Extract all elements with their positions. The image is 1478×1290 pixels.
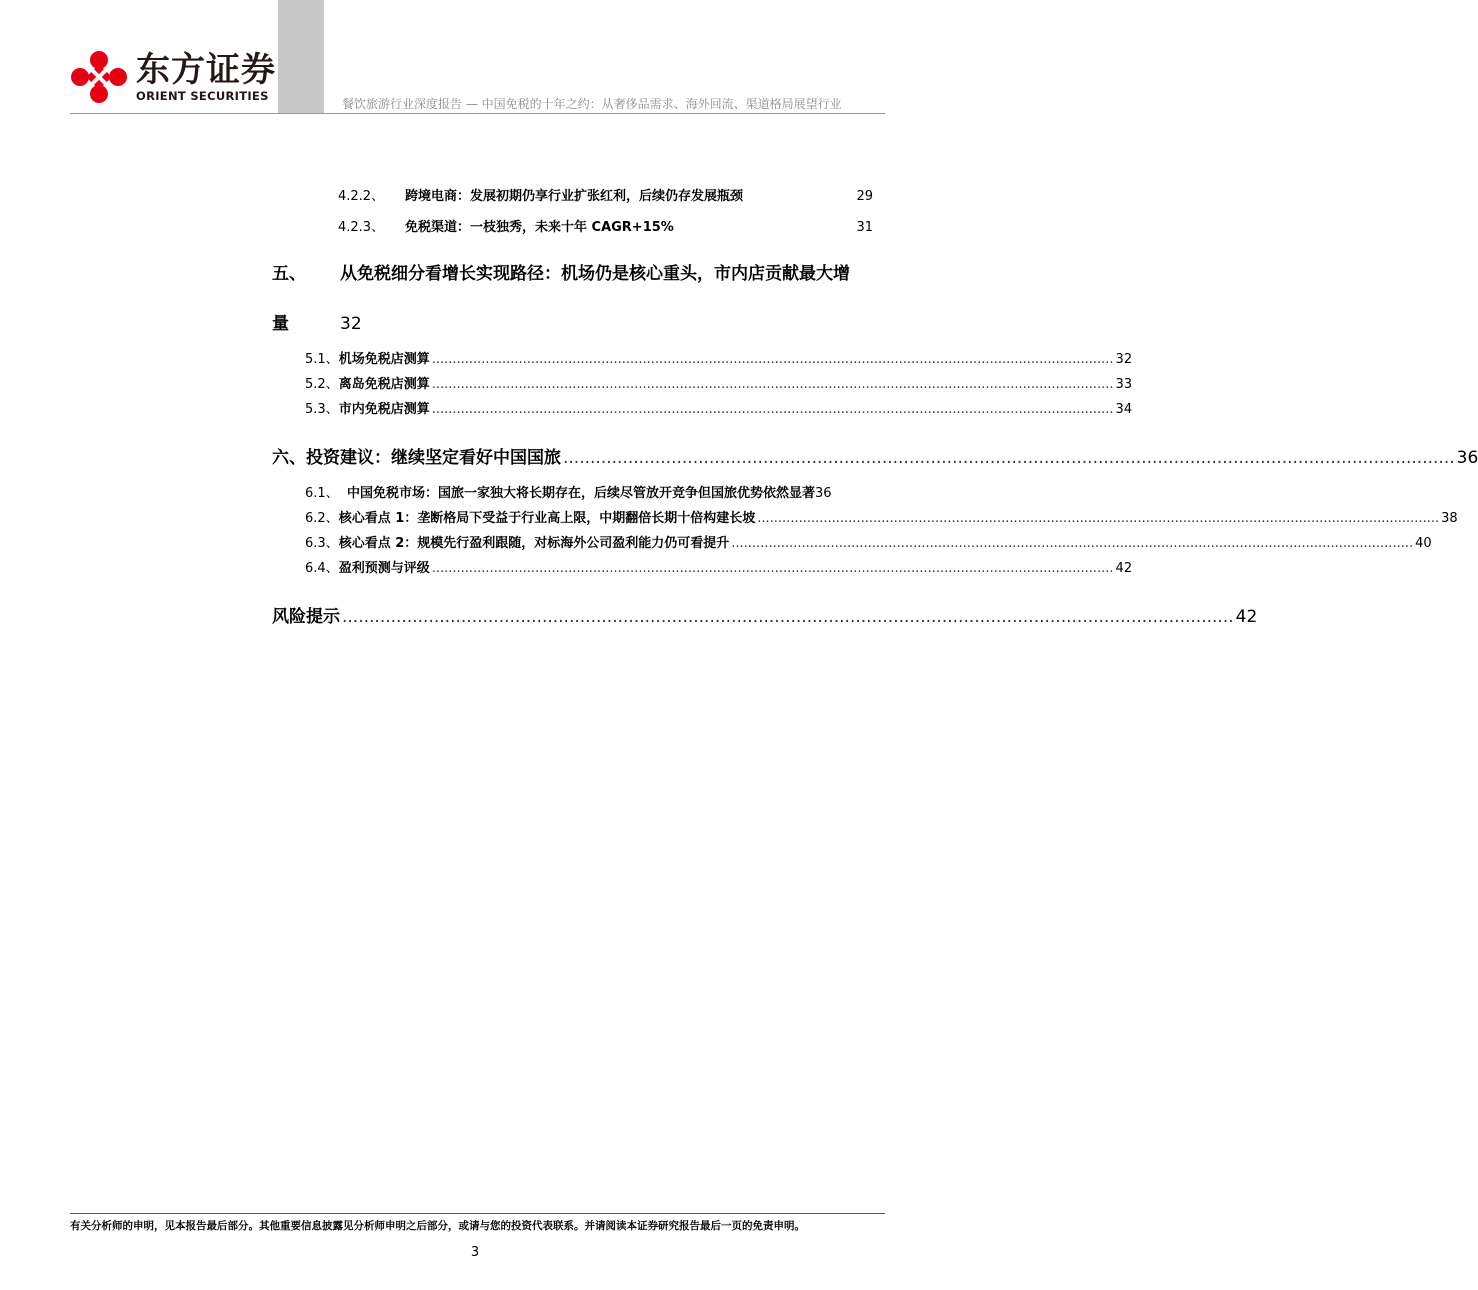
toc-item-page: 40 [1415, 536, 1432, 551]
toc-item-title: 市内免税店测算 [338, 402, 430, 417]
toc-item-number: 5.2、 [305, 377, 339, 392]
toc-leader: ..................................................................................................................................................................... [731, 536, 1414, 551]
toc-item-page: 38 [1441, 511, 1458, 526]
toc-item-6-1[interactable] [305, 482, 883, 501]
toc-item-title: 核心看点 2：规模先行盈利跟随，对标海外公司盈利能力仍可看提升 [338, 536, 730, 551]
toc-item-number: 4.2.2、 [338, 189, 385, 204]
toc-item-6-2[interactable] [305, 507, 1458, 526]
header-accent-bar [278, 0, 324, 113]
toc-item-5-2[interactable] [305, 373, 1133, 392]
header-divider [70, 113, 885, 114]
toc-item-title: 离岛免税店测算 [338, 377, 430, 392]
toc-item-number: 4.2.3、 [338, 220, 385, 235]
toc-item-title-continued: 量 [272, 314, 289, 334]
footer-divider [70, 1213, 885, 1214]
toc-item-number: 5.1、 [305, 352, 339, 367]
toc-item-4-2-2[interactable] [338, 185, 873, 204]
toc-item-line [272, 259, 873, 284]
toc-item-page: 33 [1115, 377, 1133, 392]
toc-item-title: 盈利预测与评级 [338, 561, 430, 576]
toc-item-risk[interactable] [272, 602, 1258, 627]
logo-english-name: ORIENT SECURITIES [136, 89, 269, 103]
toc-item-6-4[interactable] [305, 557, 1133, 576]
toc-item-number: 6.4、 [305, 561, 339, 576]
toc-item-title: 免税渠道：一枝独秀，未来十年 CAGR+15% [405, 220, 674, 235]
toc-item-number: 6.3、 [305, 536, 339, 551]
toc-leader: ..................................................................................................................................................................... [431, 402, 1114, 417]
toc-item-number: 6.1、 [305, 486, 339, 501]
toc-leader: ..................................................................................................................................................................... [431, 377, 1114, 392]
toc-item-page: 31 [856, 220, 873, 235]
toc-leader: ..................................................................................................................................................................... [431, 352, 1114, 367]
toc-item-title: 跨境电商：发展初期仍享行业扩张红利，后续仍存发展瓶颈 [405, 189, 744, 204]
toc-leader: ..................................................................................................................................................................... [342, 607, 1234, 627]
toc-item-page: 32 [340, 314, 362, 334]
toc-leader: ..................................................................................................................................................................... [431, 561, 1114, 576]
toc-leader: ..................................................................................................................................................................... [563, 448, 1455, 468]
toc-item-line [272, 309, 873, 334]
toc-item-number: 五、 [272, 264, 306, 284]
logo-mark-icon [70, 50, 128, 104]
toc-leader: ..................................................................................................................................................................... [757, 511, 1440, 526]
toc-item-section-6[interactable] [272, 443, 1478, 468]
report-header-title: 餐饮旅游行业深度报告 — 中国免税的十年之约：从奢侈品需求、海外回流、渠道格局展望行业 [342, 97, 842, 111]
page-number: 3 [470, 1245, 480, 1260]
toc-item-page: 36 [815, 486, 832, 501]
toc-item-title: 风险提示 [272, 607, 340, 627]
toc-item-6-3[interactable] [305, 532, 1432, 551]
toc-item-page: 42 [1235, 607, 1258, 627]
toc-item-5-1[interactable] [305, 348, 1133, 367]
toc-item-page: 29 [856, 189, 873, 204]
logo-chinese-name: 东方证券 [136, 50, 276, 90]
toc-item-5-3[interactable] [305, 398, 1133, 417]
toc-item-title: 核心看点 1：垄断格局下受益于行业高上限，中期翻倍长期十倍构建长坡 [338, 511, 756, 526]
toc-item-number: 5.3、 [305, 402, 339, 417]
toc-item-title: 从免税细分看增长实现路径：机场仍是核心重头，市内店贡献最大增 [340, 264, 850, 284]
footer-disclaimer: 有关分析师的申明，见本报告最后部分。其他重要信息披露见分析师申明之后部分，或请与您的投资代表联系。并请阅读本证券研究报告最后一页的免责申明。 [70, 1220, 805, 1232]
toc-item-number: 6.2、 [305, 511, 339, 526]
toc-item-page: 32 [1115, 352, 1133, 367]
toc-item-page: 36 [1456, 448, 1478, 468]
toc-item-title: 中国免税市场：国旅一家独大将长期存在，后续尽管放开竞争但国旅优势依然显著 [347, 486, 816, 501]
toc-item-page: 34 [1115, 402, 1133, 417]
toc-item-title: 机场免税店测算 [338, 352, 430, 367]
toc-item-4-2-3[interactable] [338, 216, 873, 235]
toc-item-page: 42 [1115, 561, 1133, 576]
toc-item-title: 六、投资建议：继续坚定看好中国国旅 [272, 448, 561, 468]
